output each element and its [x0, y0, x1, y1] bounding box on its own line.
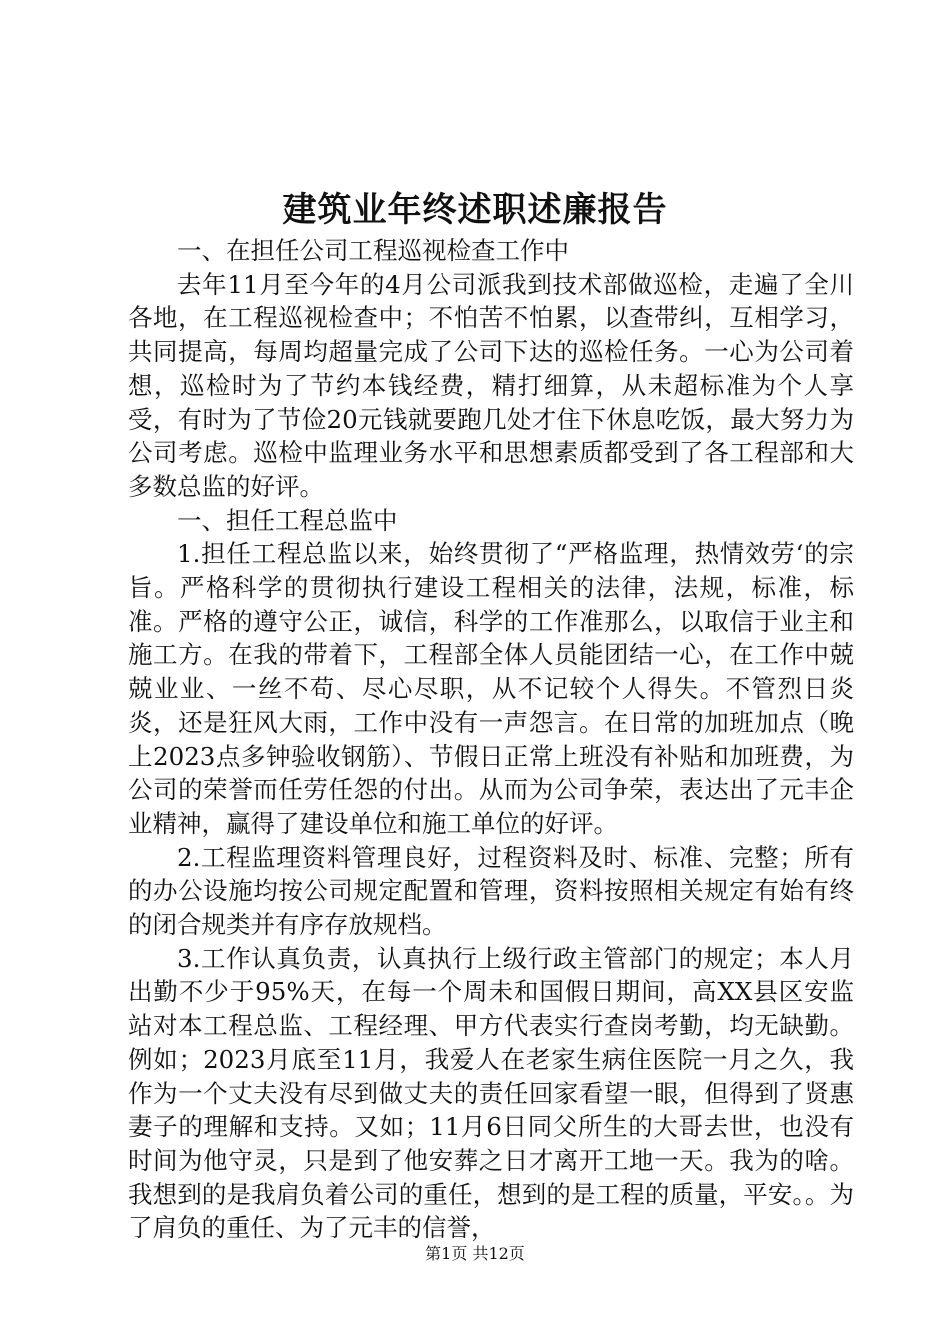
section-heading-chief-supervisor: 一、担任工程总监中 [177, 505, 398, 535]
paragraph-item-3: 3.工作认真负责，认真执行上级行政主管部门的规定；本人月出勤不少于95%天，在每一个周未和国假日期间，高XX县区安监站对本工程总监、工程经理、甲方代表实行查岗考勤，均无缺勤。例如；2023月底至11月，我爱人在老家生病住医院一月之久，我作为一个丈夫没有尽到做丈夫的责任回家看望一眼，但得到了贤惠妻子的理解和支持。又如；11月6日同父所生的大哥去世，也没有时间为他守灵，只是到了他安葬之日才离开工地一天。我为的啥。我想到的是我肩负着公司的重任，想到的是工程的质量，平安。。为了肩负的重任、为了元丰的信誉， [128, 943, 854, 1243]
paragraph-item-1: 1.担任工程总监以来，始终贯彻了“严格监理，热情效劳‘的宗旨。严格科学的贯彻执行建设工程相关的法律，法规，标准，标准。严格的遵守公正，诚信，科学的工作准那么，以取信于业主和施工方。在我的带着下，工程部全体人员能团结一心，在工作中兢兢业业、一丝不苟、尽心尽职，从不记较个人得失。不管烈日炎炎，还是狂风大雨，工作中没有一声怨言。在日常的加班加点（晚上2023点多钟验收钢筋）、节假日正常上班没有补贴和加班费，为公司的荣誉而任劳任怨的付出。从而为公司争荣，表达出了元丰企业精神，赢得了建设单位和施工单位的好评。 [128, 539, 854, 838]
paragraph-item-2: 2.工程监理资料管理良好，过程资料及时、标准、完整；所有的办公设施均按公司规定配置和管理，资料按照相关规定有始有终的闭合规类并有序存放规档。 [128, 842, 854, 940]
document-body [128, 234, 854, 1245]
paragraph-inspection-work: 去年11月至今年的4月公司派我到技术部做巡检，走遍了全川各地，在工程巡视检查中；不怕苦不怕累，以查带纠，互相学习，共同提高，每周均超量完成了公司下达的巡检任务。一心为公司着想，巡检时为了节约本钱经费，精打细算，从未超标准为个人享受，有时为了节俭20元钱就要跑几处才住下休息吃饭，最大努力为公司考虑。巡检中监理业务水平和思想素质都受到了各工程部和大多数总监的好评。 [128, 269, 854, 501]
section-heading-inspection: 一、在担任公司工程巡视检查工作中 [177, 236, 569, 265]
page-number-footer: 第1页 共12页 [425, 1244, 525, 1263]
document-title: 建筑业年终述职述廉报告 [282, 190, 668, 230]
